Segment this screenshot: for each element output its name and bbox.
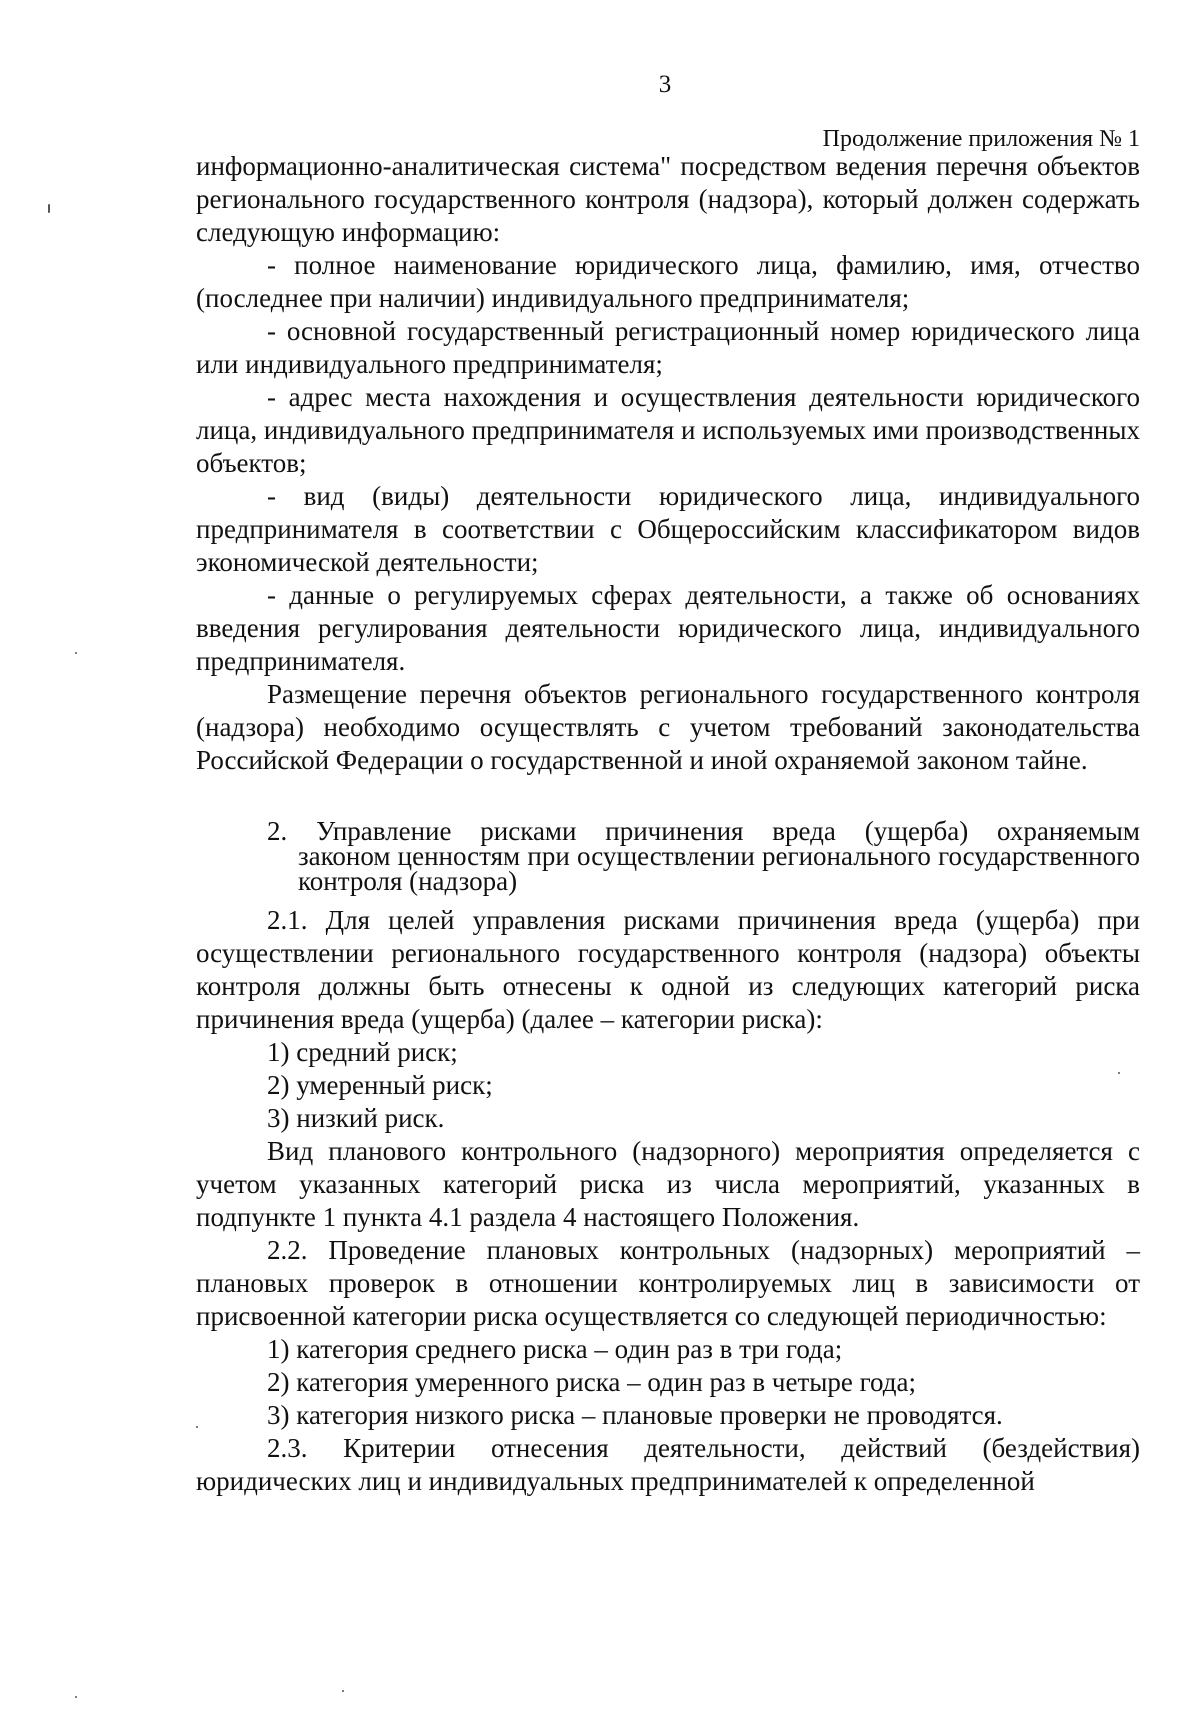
scan-speck	[342, 1690, 344, 1692]
scan-speck	[75, 652, 77, 654]
paragraph: Вид планового контрольного (надзорного) мероприятия определяется с учетом указанных категорий риска из числа мероприятий, указанных в подпункте 1 пункта 4.1 раздела 4 настоящего Положения.	[196, 1136, 1140, 1232]
page-number: 3	[658, 71, 672, 98]
list-item: 1) средний риск;	[267, 1037, 458, 1067]
scan-speck	[196, 1426, 198, 1428]
paragraph: - вид (виды) деятельности юридического лица, индивидуального предпринимателя в соответствии с Общероссийским классификатором видов экономической деятельности;	[196, 481, 1140, 577]
list-item: 1) категория среднего риска – один раз в три года;	[267, 1334, 843, 1364]
list-item: 2) категория умеренного риска – один раз в четыре года;	[267, 1367, 917, 1397]
header-note: Продолжение приложения № 1	[822, 126, 1140, 152]
scan-speck	[48, 204, 50, 213]
scan-speck	[75, 1696, 77, 1698]
paragraph: - адрес места нахождения и осуществления деятельности юридического лица, индивидуального предпринимателя и используемых ими производственных объектов;	[196, 382, 1140, 478]
paragraph: - данные о регулируемых сферах деятельности, а также об основаниях введения регулирования деятельности юридического лица, индивидуального предпринимателя.	[196, 580, 1140, 676]
list-item: 2) умеренный риск;	[267, 1070, 493, 1100]
paragraph: 2.3. Критерии отнесения деятельности, действий (бездействия) юридических лиц и индивидуальных предпринимателей к определенной	[196, 1433, 1140, 1496]
list-item: 3) категория низкого риска – плановые проверки не проводятся.	[267, 1400, 1003, 1430]
paragraph: - полное наименование юридического лица, фамилию, имя, отчество (последнее при наличии) индивидуального предпринимателя;	[196, 250, 1140, 313]
paragraph: Размещение перечня объектов регионального государственного контроля (надзора) необходимо осуществлять с учетом требований законодательства Российской Федерации о государственной и иной охраняемой законом тайне.	[196, 679, 1140, 775]
scan-speck	[1118, 1072, 1120, 1074]
section-heading-line: 2. Управление рисками причинения вреда (ущерба) охраняемым	[267, 816, 1140, 846]
paragraph: информационно-аналитическая система" посредством ведения перечня объектов регионального государственного контроля (надзора), который должен содержать следующую информацию:	[196, 151, 1140, 247]
section-heading	[196, 816, 1140, 896]
paragraph: 2.1. Для целей управления рисками причинения вреда (ущерба) при осуществлении регионального государственного контроля (надзора) объекты контроля должны быть отнесены к одной из следующих категорий риска причинения вреда (ущерба) (далее – категории риска):	[196, 905, 1140, 1034]
paragraph: - основной государственный регистрационный номер юридического лица или индивидуального предпринимателя;	[196, 316, 1140, 379]
document-body	[196, 150, 1140, 1498]
paragraph: 2.2. Проведение плановых контрольных (надзорных) мероприятий – плановых проверок в отношении контролируемых лиц в зависимости от присвоенной категории риска осуществляется со следующей периодичностью:	[196, 1235, 1140, 1331]
list-item: 3) низкий риск.	[267, 1103, 445, 1133]
section-heading-line: законом ценностям при осуществлении регионального государственного контроля (надзора)	[298, 841, 1140, 896]
